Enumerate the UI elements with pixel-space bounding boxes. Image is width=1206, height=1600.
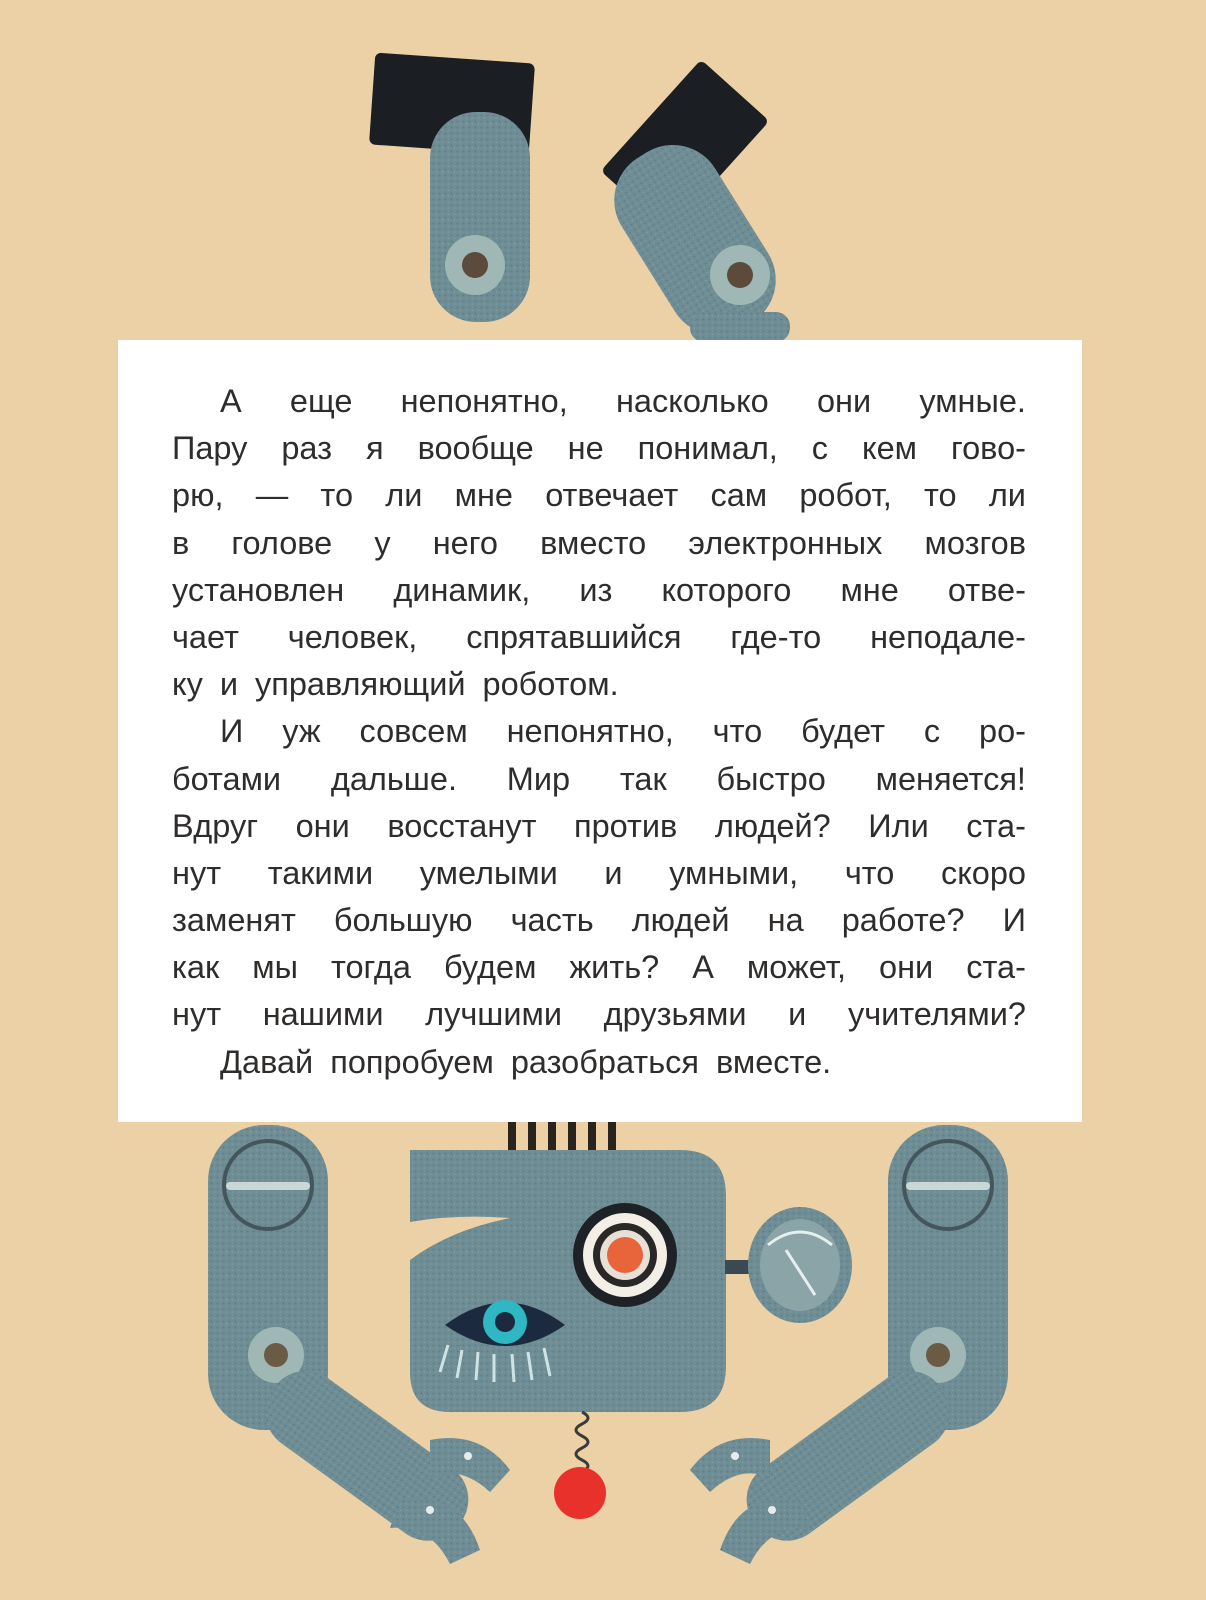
word: ку: [172, 666, 203, 703]
word: умелыми: [419, 854, 558, 891]
word: гово-: [950, 430, 1026, 467]
word: друзьями: [603, 996, 747, 1033]
word: роботом.: [482, 666, 619, 703]
spring-nose-icon: [554, 1412, 606, 1519]
word: Давай: [220, 1043, 314, 1080]
word: Мир: [506, 760, 571, 797]
word: непонятно,: [506, 713, 674, 750]
word: него: [432, 524, 498, 561]
word: тогда: [330, 949, 411, 986]
word: учителями?: [847, 996, 1026, 1033]
word: с: [923, 713, 941, 750]
word: понимал,: [637, 430, 778, 467]
word: Пару: [172, 430, 248, 467]
word: и: [219, 666, 238, 703]
word: установлен: [172, 571, 345, 608]
word: вместо: [540, 524, 647, 561]
word: мне: [840, 571, 899, 608]
text-line: [172, 614, 1026, 661]
word: ста-: [966, 949, 1026, 986]
word: ли: [385, 477, 423, 514]
word: из: [579, 571, 613, 608]
word: Или: [868, 807, 929, 844]
word: дальше.: [330, 760, 457, 797]
word: ли: [988, 477, 1026, 514]
word: будет: [801, 713, 885, 750]
word: они: [295, 807, 350, 844]
right-arm-icon: [690, 1125, 1008, 1564]
word: непонятно,: [400, 383, 568, 419]
word: робот,: [799, 477, 892, 514]
word: отве-: [947, 571, 1026, 608]
word: такими: [267, 854, 374, 891]
word: которого: [661, 571, 792, 608]
text-line: [172, 897, 1026, 944]
word: управляющий: [255, 666, 466, 703]
word: сам: [710, 477, 768, 514]
word: вообще: [417, 430, 534, 467]
text-line: [172, 520, 1026, 567]
word: с: [811, 430, 829, 467]
text-line: [172, 803, 1026, 850]
word: спрятавшийся: [466, 618, 682, 655]
word: и: [788, 996, 807, 1033]
paragraph-2: [172, 708, 1026, 1038]
word: нашими: [262, 996, 384, 1033]
text-line: [172, 661, 1026, 708]
word: большую: [333, 902, 473, 939]
word: ботами: [172, 760, 282, 797]
word: не: [567, 430, 604, 467]
word: И: [220, 713, 244, 750]
target-eye-icon: [573, 1203, 677, 1307]
word: в: [172, 524, 190, 561]
word: быстро: [716, 760, 826, 797]
word: вместе.: [715, 1043, 832, 1080]
word: может,: [746, 949, 847, 986]
word: уж: [282, 713, 321, 750]
word: на: [767, 902, 804, 939]
word: кем: [861, 430, 917, 467]
word: нут: [172, 996, 222, 1033]
top-right-arm-icon: [595, 59, 794, 353]
word: будем: [443, 949, 537, 986]
word: скоро: [940, 854, 1026, 891]
text-line: [172, 378, 1026, 425]
word: динамик,: [393, 571, 531, 608]
word: раз: [281, 430, 333, 467]
word: меняется!: [875, 760, 1026, 797]
word: неподале-: [870, 618, 1026, 655]
word: восстанут: [387, 807, 537, 844]
paragraph-1: [172, 378, 1026, 708]
word: умными,: [669, 854, 799, 891]
word: и: [604, 854, 623, 891]
word: разобраться: [510, 1043, 699, 1080]
text-line: [172, 708, 1026, 755]
top-left-arm-icon: [369, 53, 535, 322]
word: человек,: [287, 618, 418, 655]
text-line: [172, 756, 1026, 803]
text-line: [172, 567, 1026, 614]
word: электронных: [688, 524, 883, 561]
word: лучшими: [425, 996, 562, 1033]
word: Вдруг: [172, 807, 259, 844]
word: И: [1002, 902, 1026, 939]
word: отвечает: [545, 477, 679, 514]
word: А: [220, 383, 242, 419]
word: что: [712, 713, 763, 750]
word: —: [255, 477, 289, 514]
word: у: [374, 524, 391, 561]
text-line: [172, 1039, 1026, 1086]
word: заменят: [172, 902, 296, 939]
word: они: [879, 949, 934, 986]
text-line: [172, 472, 1026, 519]
word: мы: [252, 949, 298, 986]
text-line: [172, 425, 1026, 472]
gauge-icon: [748, 1207, 852, 1323]
text-line: [172, 850, 1026, 897]
word: как: [172, 949, 220, 986]
word: жить?: [569, 949, 660, 986]
word: что: [844, 854, 895, 891]
text-line: [172, 944, 1026, 991]
text-line: [172, 991, 1026, 1038]
word: насколько: [615, 383, 769, 419]
word: еще: [289, 383, 353, 419]
word: где-то: [730, 618, 822, 655]
word: людей: [631, 902, 730, 939]
word: я: [366, 430, 384, 467]
word: ро-: [979, 713, 1026, 750]
word: то: [320, 477, 354, 514]
word: людей?: [714, 807, 831, 844]
word: нут: [172, 854, 222, 891]
word: то: [924, 477, 957, 514]
word: часть: [510, 902, 594, 939]
word: голове: [231, 524, 333, 561]
word: рю,: [172, 477, 224, 514]
word: мне: [454, 477, 513, 514]
word: А: [692, 949, 714, 986]
paragraph-3: [172, 1039, 1026, 1086]
word: ста-: [966, 807, 1026, 844]
word: работе?: [841, 902, 965, 939]
word: попробуем: [330, 1043, 494, 1080]
word: мозгов: [924, 524, 1026, 561]
word: совсем: [359, 713, 468, 750]
word: они: [816, 383, 872, 419]
word: чает: [172, 618, 239, 655]
word: против: [573, 807, 678, 844]
word: так: [619, 760, 667, 797]
word: умные.: [919, 383, 1026, 419]
text-panel: [118, 340, 1082, 1122]
